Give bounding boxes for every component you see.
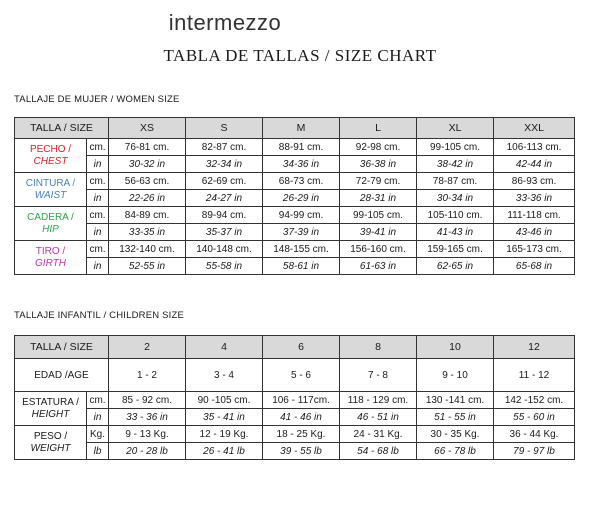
table-cell: 76-81 cm. [109, 139, 186, 156]
size-header: 10 [417, 336, 494, 359]
row-label-en: WEIGHT [30, 442, 71, 454]
row-label [15, 392, 87, 426]
table-cell: 62-69 cm. [186, 173, 263, 190]
table-cell: 24-27 in [186, 190, 263, 207]
unit-label: cm. [87, 139, 109, 156]
table-header-row [15, 336, 575, 359]
unit-label: lb [87, 443, 109, 460]
table-cell: 37-39 in [263, 224, 340, 241]
table-cell: 142 -152 cm. [494, 392, 575, 409]
table-cell: 65-68 in [494, 258, 575, 275]
row-label [15, 173, 87, 207]
size-header: XS [109, 118, 186, 139]
table-cell: 99-105 cm. [417, 139, 494, 156]
table-cell: 5 - 6 [263, 359, 340, 392]
table-cell: 26 - 41 lb [186, 443, 263, 460]
table-cell: 85 - 92 cm. [109, 392, 186, 409]
row-label-es: PESO / [33, 430, 68, 442]
table-cell: 7 - 8 [340, 359, 417, 392]
size-header: S [186, 118, 263, 139]
table-cell: 132-140 cm. [109, 241, 186, 258]
table-cell: 92-98 cm. [340, 139, 417, 156]
size-header: 4 [186, 336, 263, 359]
row-label-en: HIP [42, 223, 59, 235]
table-cell: 33 - 36 in [109, 409, 186, 426]
brand-name: intermezzo [168, 10, 282, 35]
size-header: M [263, 118, 340, 139]
table-row [15, 409, 575, 426]
table-cell: 9 - 10 [417, 359, 494, 392]
table-cell: 118 - 129 cm. [340, 392, 417, 409]
table-cell: 30-32 in [109, 156, 186, 173]
table-cell: 52-55 in [109, 258, 186, 275]
table-cell: 165-173 cm. [494, 241, 575, 258]
table-cell: 105-110 cm. [417, 207, 494, 224]
table-cell: 148-155 cm. [263, 241, 340, 258]
table-cell: 11 - 12 [494, 359, 575, 392]
table-cell: 156-160 cm. [340, 241, 417, 258]
table-cell: 12 - 19 Kg. [186, 426, 263, 443]
unit-label: in [87, 224, 109, 241]
table-cell: 62-65 in [417, 258, 494, 275]
row-label-es: ESTATURA / [22, 396, 79, 408]
table-cell: 1 - 2 [109, 359, 186, 392]
brand-logo [0, 10, 600, 36]
size-header: 6 [263, 336, 340, 359]
table-cell: 99-105 cm. [340, 207, 417, 224]
table-cell: 106 - 117cm. [263, 392, 340, 409]
size-header: 8 [340, 336, 417, 359]
table-cell: 24 - 31 Kg. [340, 426, 417, 443]
unit-label: in [87, 156, 109, 173]
table-row [15, 426, 575, 443]
size-header: XXL [494, 118, 575, 139]
table-cell: 35 - 41 in [186, 409, 263, 426]
table-header-row [15, 118, 575, 139]
table-cell: 26-29 in [263, 190, 340, 207]
table-cell: 111-118 cm. [494, 207, 575, 224]
unit-label: cm. [87, 392, 109, 409]
table-row [15, 156, 575, 173]
table-cell: 54 - 68 lb [340, 443, 417, 460]
table-cell: 38-42 in [417, 156, 494, 173]
row-label-es: CINTURA / [25, 177, 76, 189]
table-cell: 94-99 cm. [263, 207, 340, 224]
size-header-label: TALLA / SIZE [15, 336, 109, 359]
table-cell: 22-26 in [109, 190, 186, 207]
row-label [15, 139, 87, 173]
table-row [15, 190, 575, 207]
table-cell: 33-36 in [494, 190, 575, 207]
unit-label: Kg. [87, 426, 109, 443]
table-row [15, 359, 575, 392]
size-header: 12 [494, 336, 575, 359]
row-label [15, 207, 87, 241]
size-header-label: TALLA / SIZE [15, 118, 109, 139]
table-cell: 89-94 cm. [186, 207, 263, 224]
table-cell: 39-41 in [340, 224, 417, 241]
table-cell: 84-89 cm. [109, 207, 186, 224]
unit-label: in [87, 258, 109, 275]
unit-label: cm. [87, 173, 109, 190]
table-cell: 20 - 28 lb [109, 443, 186, 460]
table-cell: 140-148 cm. [186, 241, 263, 258]
table-cell: 36 - 44 Kg. [494, 426, 575, 443]
row-label-en: GIRTH [35, 257, 66, 269]
women-section-title: TALLAJE DE MUJER / WOMEN SIZE [14, 94, 180, 105]
table-cell: 68-73 cm. [263, 173, 340, 190]
table-cell: 46 - 51 in [340, 409, 417, 426]
row-label-es: PECHO / [29, 143, 72, 155]
table-cell: 34-36 in [263, 156, 340, 173]
table-cell: 35-37 in [186, 224, 263, 241]
table-cell: 51 - 55 in [417, 409, 494, 426]
children-section-title: TALLAJE INFANTIL / CHILDREN SIZE [14, 310, 185, 321]
children-size-table [14, 335, 575, 460]
size-header: 2 [109, 336, 186, 359]
unit-label: cm. [87, 241, 109, 258]
table-row [15, 224, 575, 241]
table-cell: 30 - 35 Kg. [417, 426, 494, 443]
table-row [15, 258, 575, 275]
women-size-table [14, 117, 575, 275]
unit-label: in [87, 409, 109, 426]
table-cell: 56-63 cm. [109, 173, 186, 190]
table-cell: 78-87 cm. [417, 173, 494, 190]
size-header: XL [417, 118, 494, 139]
table-cell: 3 - 4 [186, 359, 263, 392]
table-cell: 72-79 cm. [340, 173, 417, 190]
row-label [15, 426, 87, 460]
row-label [15, 241, 87, 275]
page-title: TABLA DE TALLAS / SIZE CHART [163, 46, 437, 65]
table-row [15, 392, 575, 409]
table-cell: 55 - 60 in [494, 409, 575, 426]
table-cell: 36-38 in [340, 156, 417, 173]
row-label-es: TIRO / [35, 245, 66, 257]
table-row [15, 241, 575, 258]
table-cell: 18 - 25 Kg. [263, 426, 340, 443]
table-row [15, 139, 575, 156]
table-cell: 159-165 cm. [417, 241, 494, 258]
table-cell: 43-46 in [494, 224, 575, 241]
table-cell: 130 -141 cm. [417, 392, 494, 409]
table-cell: 79 - 97 lb [494, 443, 575, 460]
table-cell: 88-91 cm. [263, 139, 340, 156]
table-cell: 41 - 46 in [263, 409, 340, 426]
table-cell: 32-34 in [186, 156, 263, 173]
unit-label: cm. [87, 207, 109, 224]
table-cell: 55-58 in [186, 258, 263, 275]
table-cell: 86-93 cm. [494, 173, 575, 190]
table-cell: 90 -105 cm. [186, 392, 263, 409]
table-cell: 82-87 cm. [186, 139, 263, 156]
row-label-en: HEIGHT [31, 408, 70, 420]
table-cell: 61-63 in [340, 258, 417, 275]
table-cell: 9 - 13 Kg. [109, 426, 186, 443]
table-cell: 28-31 in [340, 190, 417, 207]
table-cell: 41-43 in [417, 224, 494, 241]
table-row [15, 207, 575, 224]
table-cell: 39 - 55 lb [263, 443, 340, 460]
row-label-es: CADERA / [27, 211, 74, 223]
size-header: L [340, 118, 417, 139]
table-cell: 42-44 in [494, 156, 575, 173]
table-row [15, 443, 575, 460]
table-cell: 30-34 in [417, 190, 494, 207]
table-row [15, 173, 575, 190]
table-cell: 106-113 cm. [494, 139, 575, 156]
unit-label: in [87, 190, 109, 207]
row-label-en: WAIST [34, 189, 67, 201]
table-cell: 66 - 78 lb [417, 443, 494, 460]
row-label-en: CHEST [33, 155, 68, 167]
table-cell: 33-35 in [109, 224, 186, 241]
age-label: EDAD /AGE [15, 359, 109, 392]
table-cell: 58-61 in [263, 258, 340, 275]
